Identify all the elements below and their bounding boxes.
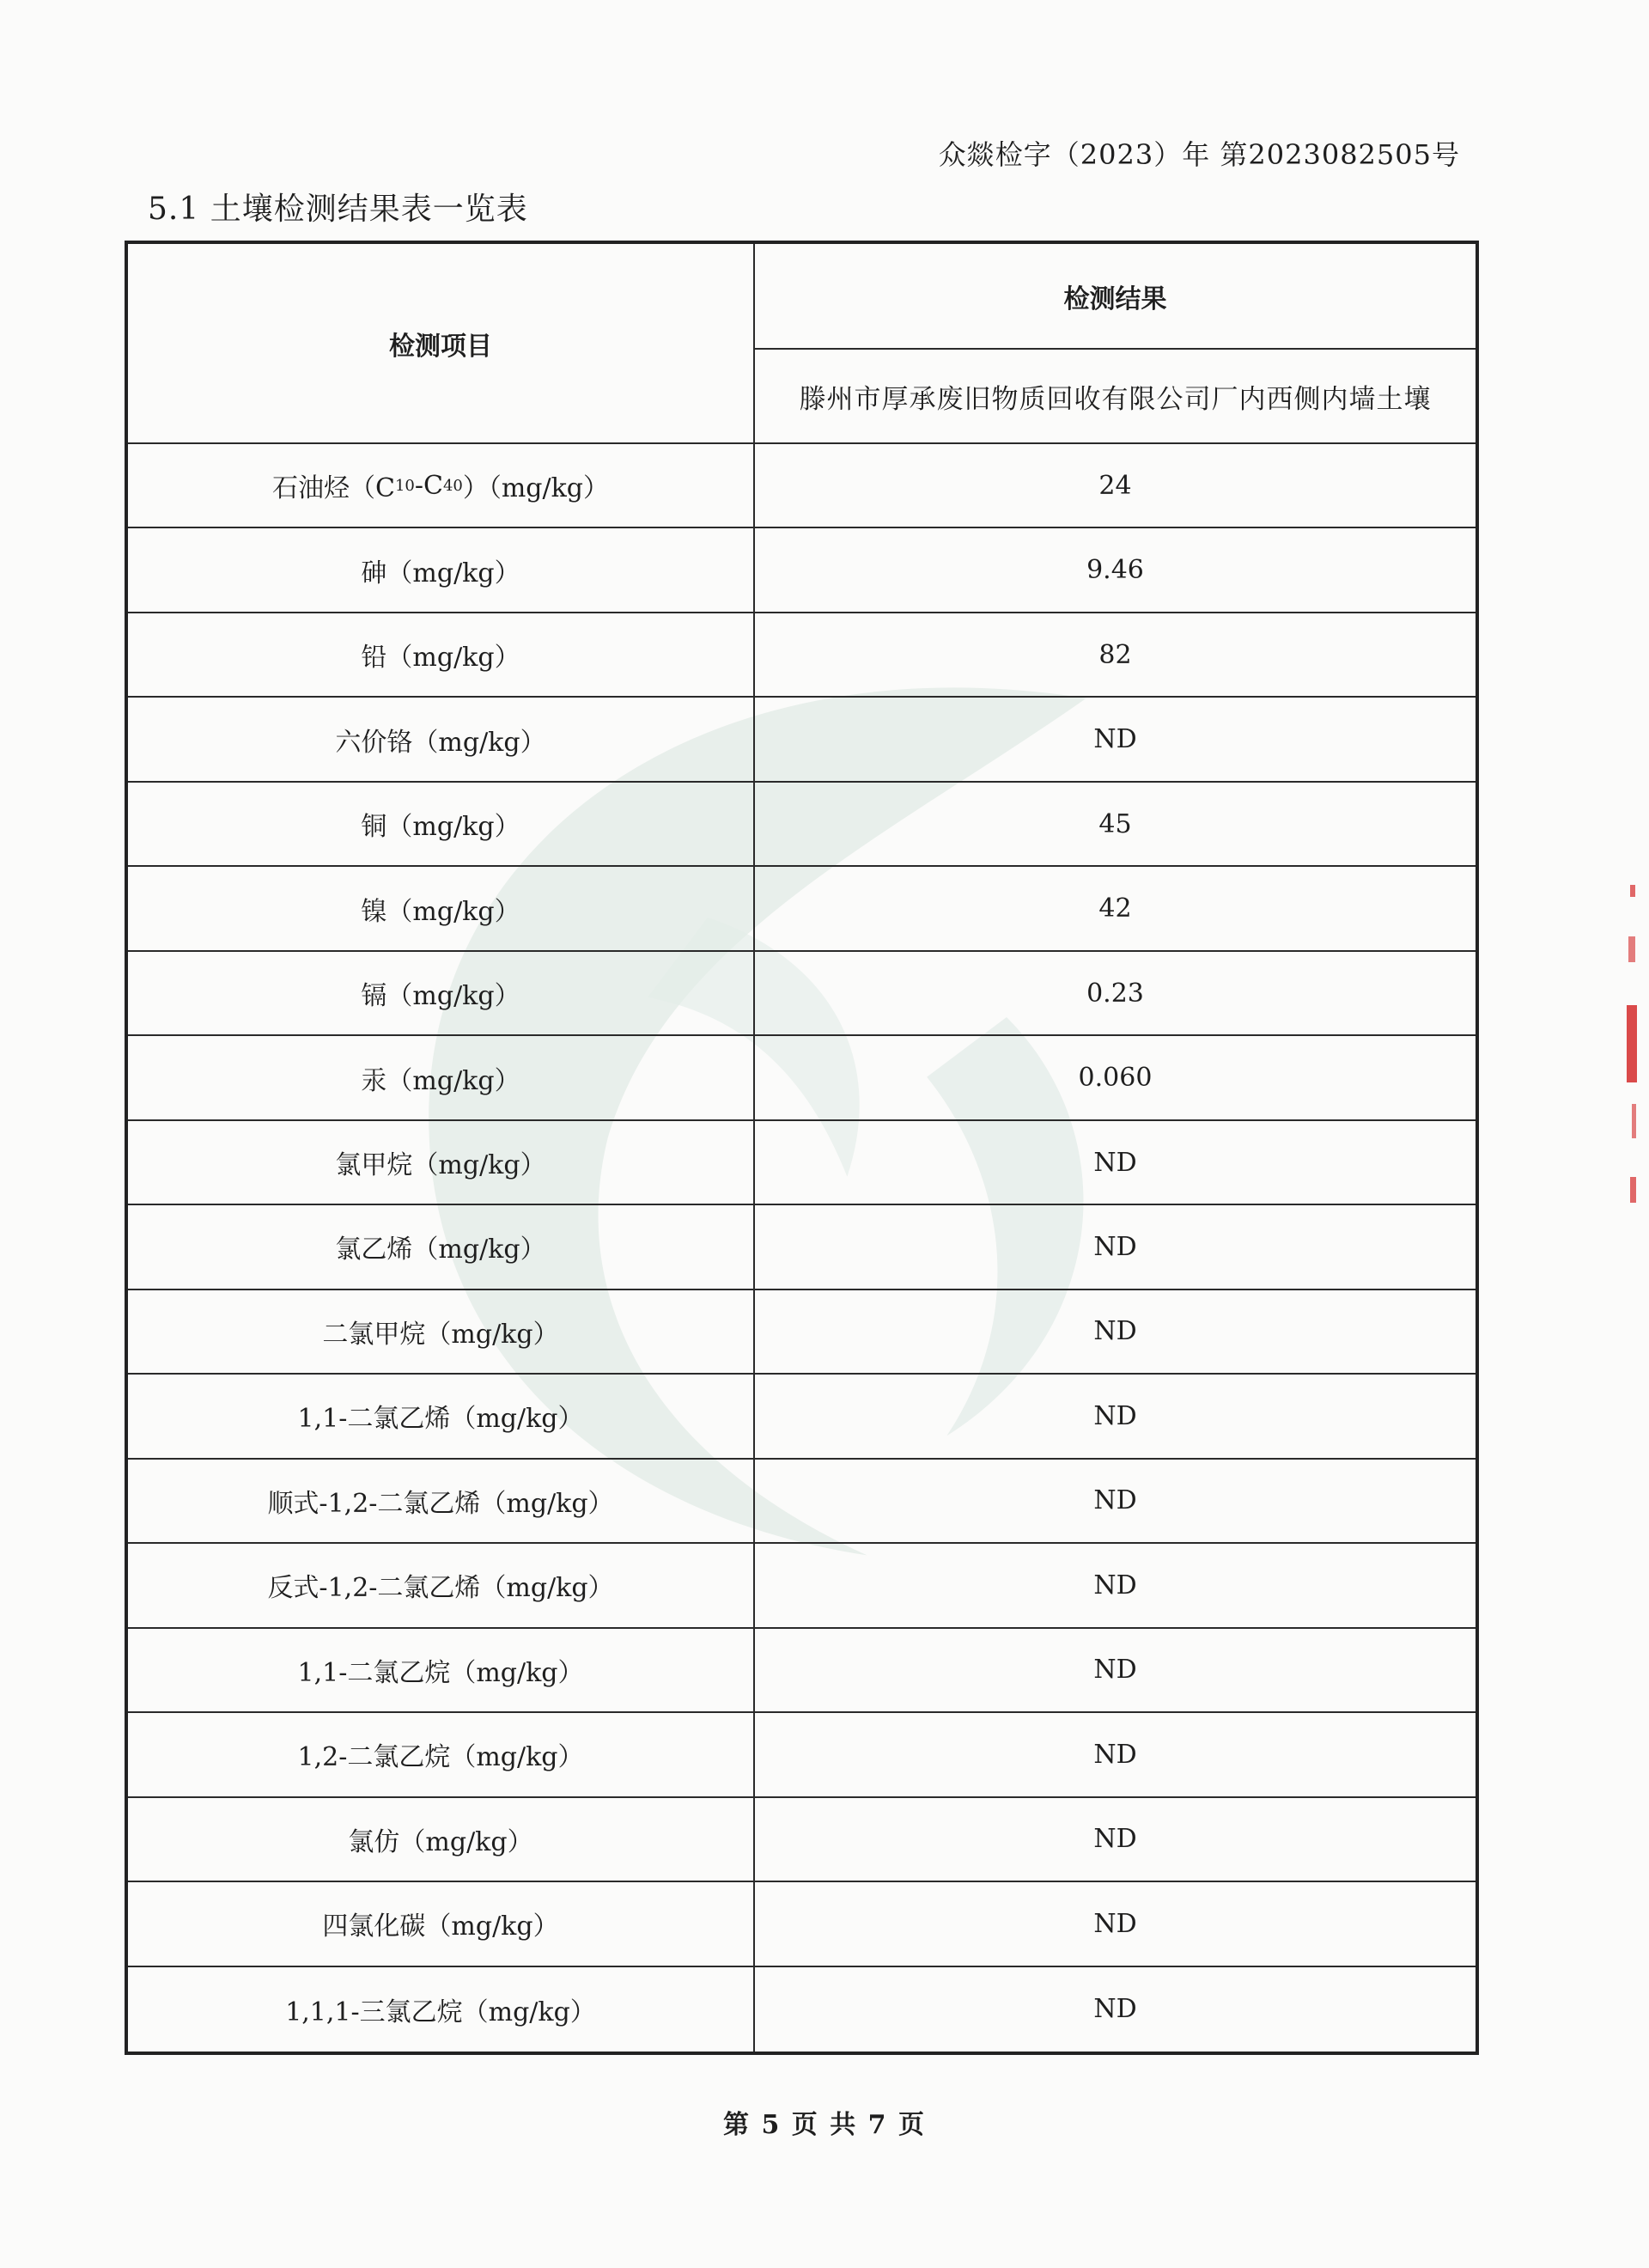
page-footer: 第 5 页 共 7 页 [723, 2110, 926, 2140]
red-stamp-fragment [1615, 876, 1649, 1237]
section-title: 5.1 土壤检测结果表一览表 [148, 192, 528, 227]
row-result: ND [755, 1798, 1476, 1882]
row-item: 氯甲烷（mg/kg） [128, 1121, 755, 1205]
row-result: ND [755, 1375, 1476, 1459]
row-result: 0.23 [755, 952, 1476, 1036]
row-item: 氯仿（mg/kg） [128, 1798, 755, 1882]
row-result: ND [755, 1629, 1476, 1713]
row-item: 六价铬（mg/kg） [128, 698, 755, 782]
row-item: 石油烃（C 10 -C 40 ）（mg/kg） [128, 444, 755, 528]
row-item: 反式-1,2-二氯乙烯（mg/kg） [128, 1544, 755, 1628]
row-item: 砷（mg/kg） [128, 528, 755, 613]
row-item: 1,1,1-三氯乙烷（mg/kg） [128, 1967, 755, 2052]
header-item: 检测项目 [128, 244, 755, 444]
row-result: ND [755, 1713, 1476, 1797]
row-item: 汞（mg/kg） [128, 1036, 755, 1120]
row-result: 0.060 [755, 1036, 1476, 1120]
row-result: ND [755, 1544, 1476, 1628]
row-item: 四氯化碳（mg/kg） [128, 1882, 755, 1966]
header-result: 检测结果 [755, 244, 1476, 350]
row-item: 镍（mg/kg） [128, 867, 755, 951]
row-result: 24 [755, 444, 1476, 528]
row-result: ND [1093, 1994, 1137, 2025]
row-result: 9.46 [755, 528, 1476, 613]
row-item: 氯乙烯（mg/kg） [128, 1205, 755, 1289]
row-result: ND [755, 1460, 1476, 1544]
row-result: ND [755, 698, 1476, 782]
results-table [125, 241, 1479, 2055]
row-result: 45 [755, 783, 1476, 867]
row-result: ND [755, 1121, 1476, 1205]
row-result: 42 [755, 867, 1476, 951]
row-item: 1,1-二氯乙烷（mg/kg） [128, 1629, 755, 1713]
row-result: ND [755, 1205, 1476, 1289]
row-item: 铜（mg/kg） [128, 783, 755, 867]
row-result: ND [755, 1882, 1476, 1966]
header-sample-location: 滕州市厚承废旧物质回收有限公司厂内西侧内墙土壤 [755, 350, 1476, 444]
row-item: 顺式-1,2-二氯乙烯（mg/kg） [128, 1460, 755, 1544]
row-result: 82 [755, 613, 1476, 698]
report-number: 众燚检字（2023）年 第2023082505号 [938, 138, 1460, 171]
row-item: 1,2-二氯乙烷（mg/kg） [128, 1713, 755, 1797]
row-item: 1,1-二氯乙烯（mg/kg） [128, 1375, 755, 1459]
row-item: 二氯甲烷（mg/kg） [128, 1290, 755, 1375]
row-result: ND [755, 1290, 1476, 1375]
row-item: 铅（mg/kg） [128, 613, 755, 698]
row-item: 镉（mg/kg） [128, 952, 755, 1036]
